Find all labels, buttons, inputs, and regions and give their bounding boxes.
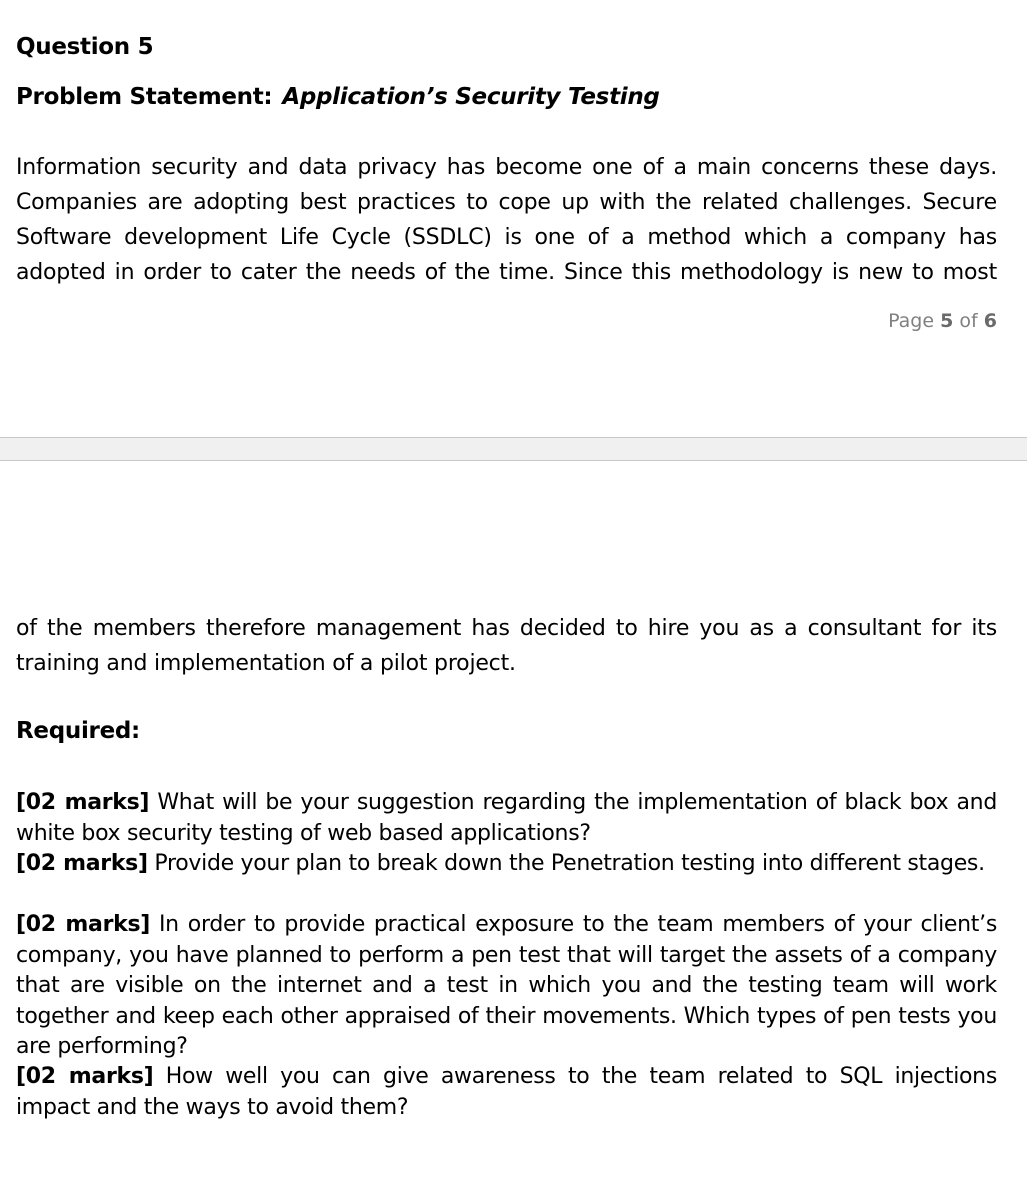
question-title: Question 5 [16, 34, 154, 60]
page-separator [0, 437, 1027, 461]
task-marks: [02 marks] [16, 790, 150, 815]
page-word: Page [888, 310, 935, 332]
page-total: 6 [983, 310, 997, 332]
task-item-2 [16, 849, 997, 880]
problem-statement [16, 84, 660, 110]
intro-line-1: Information security and data privacy has become one of a main concerns these days. [16, 155, 997, 180]
task-text: How well you can give awareness to the team related to SQL injections impact and the ways to avoid them? [16, 1064, 997, 1120]
task-text: Provide your plan to break down the Penetration testing into different stages. [147, 851, 985, 876]
continuation-line-2: training and implementation of a pilot project. [16, 651, 516, 676]
required-heading: Required: [16, 718, 140, 744]
page-current: 5 [940, 310, 954, 332]
page-of: of [959, 310, 978, 332]
problem-statement-topic: Application’s Security Testing [282, 84, 660, 110]
page-number [888, 310, 997, 332]
problem-statement-label: Problem Statement: [16, 84, 273, 110]
task-item-3 [16, 910, 997, 1063]
task-item-4 [16, 1062, 997, 1123]
continuation-line-1: of the members therefore management has decided to hire you as a consultant for its [16, 616, 997, 641]
document-page-5 [0, 0, 1027, 437]
task-marks: [02 marks] [16, 851, 148, 876]
task-text: What will be your suggestion regarding the implementation of black box and white box security testing of web based applications? [16, 790, 997, 846]
intro-line-3: Software development Life Cycle (SSDLC) is one of a method which a company has [16, 225, 997, 250]
task-marks: [02 marks] [16, 1064, 154, 1089]
task-item-1 [16, 788, 997, 849]
intro-line-4: adopted in order to cater the needs of the time. Since this methodology is new to most [16, 260, 997, 285]
intro-line-2: Companies are adopting best practices to cope up with the related challenges. Secure [16, 190, 997, 215]
task-text: In order to provide practical exposure to the team members of your client’s company, you have planned to perform a pen test that will target the assets of a company that are visible on the internet and a test in which you and the testing team will work together and keep each other appraised of their movements. Which types of pen tests you are performing? [16, 912, 997, 1059]
task-marks: [02 marks] [16, 912, 151, 937]
